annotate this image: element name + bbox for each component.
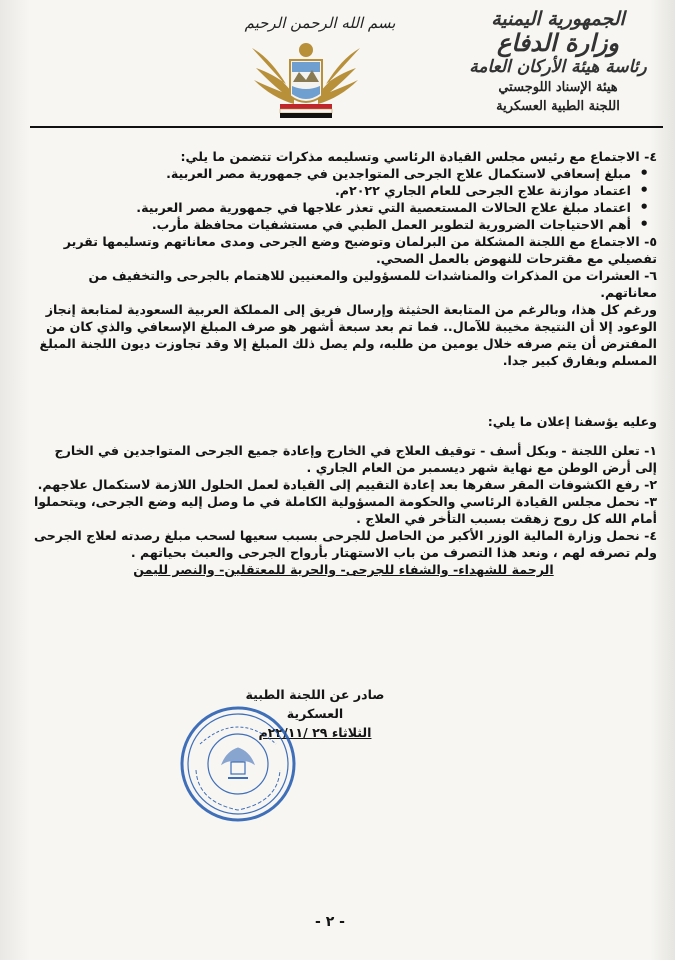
item-4-list xyxy=(30,165,657,233)
announce-intro: وعليه يؤسفنا إعلان ما يلي: xyxy=(487,414,657,429)
letterhead xyxy=(453,8,663,116)
announcement-2: ٢- رفع الكشوفات المقر سفرها بعد إعادة التقييم إلى القيادة لعمل الحلول اللازمة لاستكمال علاجهم. xyxy=(37,477,657,492)
announcement-1: ١- تعلن اللجنة - وبكل أسف - توقيف العلاج في الخارج وإعادة جميع الجرحى المتواجدين في الخارج إلى أرض الوطن مع نهاية شهر ديسمبر من العام الجاري . xyxy=(54,443,657,475)
announcement-3: ٣- نحمل مجلس القيادة الرئاسي والحكومة المسؤولية الكاملة في ما وصل إليه وضع الجرحى، ويتحملوا أمام الله كل روح زهقت بسبب التأخر في العلاج . xyxy=(33,494,657,526)
letterhead-committee: اللجنة الطبية العسكرية xyxy=(496,98,620,114)
summary-paragraph: ورغم كل هذا، وبالرغم من المتابعة الحثيثة وإرسال فريق إلى المملكة العربية السعودية لمتابعة إنجاز الوعود إلا أن النتيجة مخيبة للآمال.. فما تم بعد سبعة أشهر هو صرف المبلغ الإسعافي والذي كان من المفترض أن يتم صرفه خلال يومين من طلبه، ولم يصل ذلك المبلغ إلا وقد تجاوزت ديون اللجنة المبلغ المسلم وبفارق كبير جدا. xyxy=(39,302,657,368)
letterhead-authority: هيئة الإسناد اللوجستي xyxy=(498,80,618,96)
item-6: ٦- العشرات من المذكرات والمناشدات للمسؤولين والمعنيين للاهتمام بالجرحى والتخفيف من معاناتهم. xyxy=(88,268,657,300)
page-number: - ٢ - xyxy=(315,914,345,930)
yemen-eagle-emblem-icon xyxy=(246,38,366,120)
list-item: • اعتماد مبلغ علاج الحالات المستعصية التي تعذر علاجها في جمهورية مصر العربية. xyxy=(30,199,631,216)
issue-date: الثلاثاء ٢٩ /٢٢/١١م xyxy=(258,725,372,740)
letterhead-country: الجمهورية اليمنية xyxy=(491,8,625,30)
letterhead-staff: رئاسة هيئة الأركان العامة xyxy=(469,57,647,78)
issuer-line: صادر عن اللجنة الطبية العسكرية xyxy=(245,687,385,721)
basmala: بسم الله الرحمن الرحيم xyxy=(244,14,396,32)
list-item: • اعتماد موازنة علاج الجرحى للعام الجاري ٢٠٢٢م. xyxy=(30,182,631,199)
official-stamp-icon xyxy=(178,704,298,824)
closing-slogan: الرحمة للشهداء- والشفاء للجرحى- والحرية للمعتقلين- والنصر لليمن xyxy=(133,562,554,577)
list-item: • مبلغ إسعافي لاستكمال علاج الجرحى المتواجدين في جمهورية مصر العربية. xyxy=(30,165,631,182)
list-item: • أهم الاحتياجات الضرورية لتطوير العمل الطبي في مستشفيات محافظة مأرب. xyxy=(30,216,631,233)
letterhead-ministry: وزارة الدفاع xyxy=(496,28,620,57)
announcement-4: ٤- نحمل وزارة المالية الوزر الأكبر من الحاصل للجرحى بسبب سعيها لسحب مبلغ رصدته لعلاج الجرحى ولم تصرفه لهم ، ونعد هذا التصرف من باب الاستهتار بأرواح الجرحى والعبث بحياتهم . xyxy=(33,528,657,560)
letter-body xyxy=(30,148,657,578)
item-5: ٥- الاجتماع مع اللجنة المشكلة من البرلمان وتوضيح وضع الجرحى ومدى معاناتهم وتسليمها تقرير تفصيلي مع مقترحات للنهوض بالعمل الصحي. xyxy=(63,234,657,266)
item-4: ٤- الاجتماع مع رئيس مجلس القيادة الرئاسي وتسليمه مذكرات تتضمن ما يلي: xyxy=(180,149,657,164)
header-divider xyxy=(30,126,663,128)
